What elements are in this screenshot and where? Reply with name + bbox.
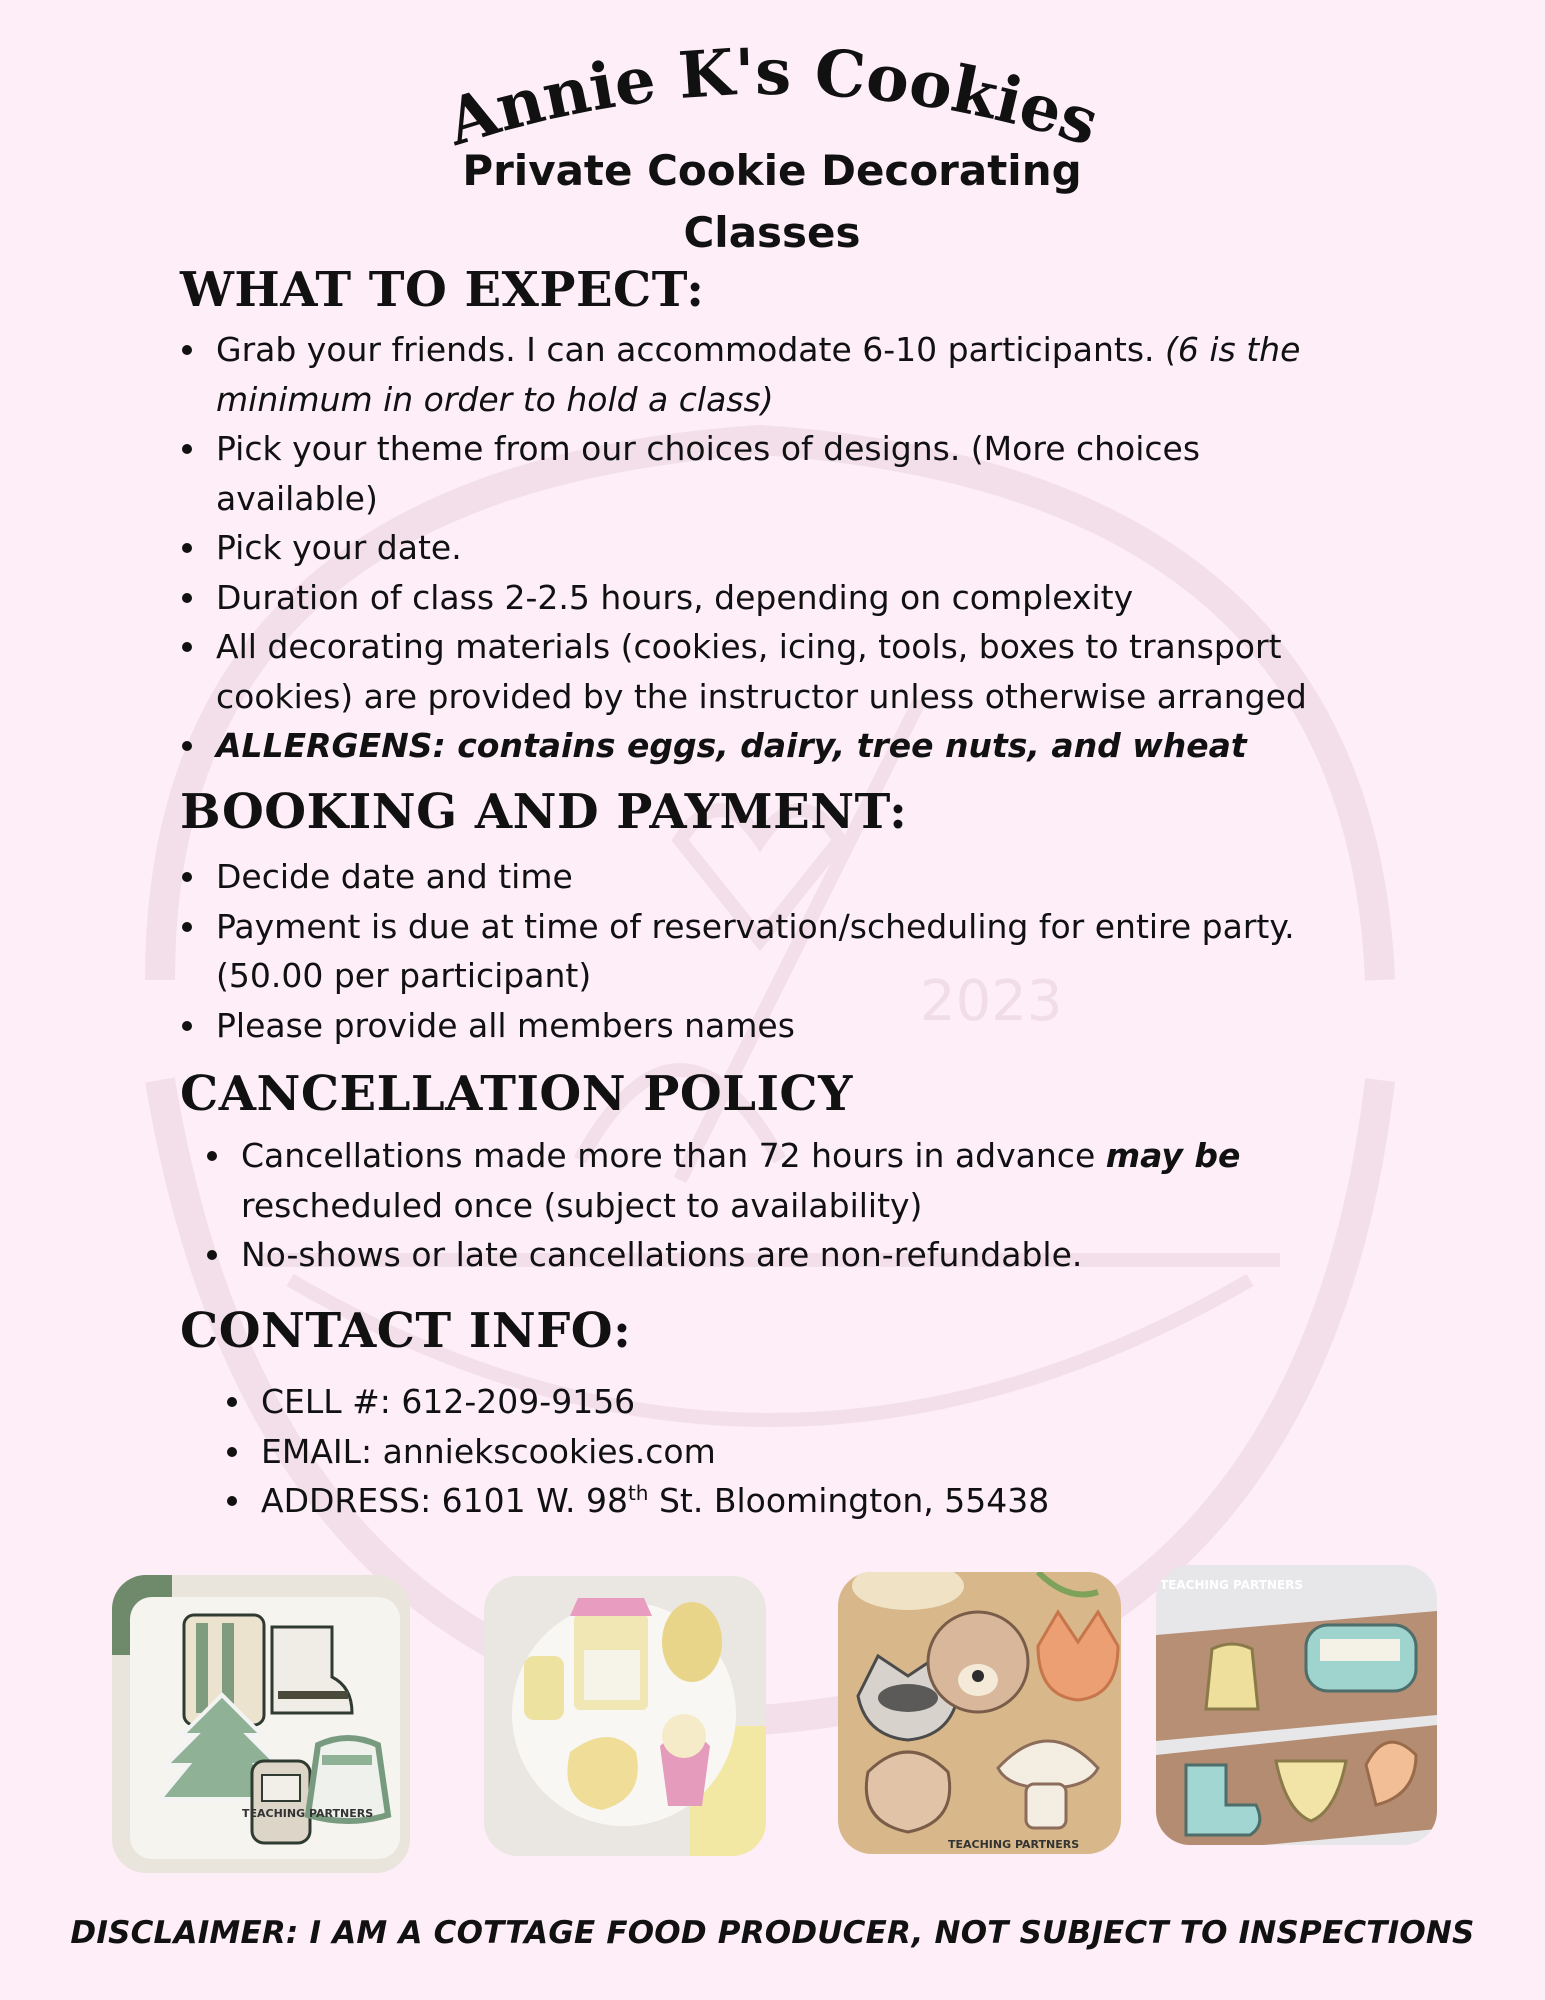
- allergens-item: ALLERGENS: contains eggs, dairy, tree nuts, and wheat: [180, 721, 1360, 771]
- cancellation-list: [205, 1131, 1305, 1280]
- subtitle-line-1: Private Cookie Decorating: [462, 146, 1082, 195]
- contact-list: [225, 1377, 1325, 1526]
- photo-3-watermark: TEACHING PARTNERS: [948, 1838, 1080, 1851]
- contact-address: [225, 1476, 1325, 1526]
- photo-retro-cookies: [1156, 1565, 1437, 1845]
- cancellation-heading: CANCELLATION POLICY: [180, 1066, 853, 1122]
- contact-email: EMAIL: anniekscookies.com: [225, 1427, 1325, 1477]
- address-pre: ADDRESS: 6101 W. 98: [261, 1481, 628, 1520]
- list-item: Pick your theme from our choices of designs. (More choices available): [180, 424, 1360, 523]
- disclaimer: DISCLAIMER: I AM A COTTAGE FOOD PRODUCER, NOT SUBJECT TO INSPECTIONS: [70, 1915, 1475, 1951]
- photo-woodland-cookies: [838, 1572, 1121, 1854]
- list-item: Duration of class 2-2.5 hours, depending on complexity: [180, 573, 1360, 623]
- list-item: Please provide all members names: [180, 1001, 1360, 1051]
- list-item: Pick your date.: [180, 523, 1360, 573]
- address-sup: th: [627, 1481, 649, 1505]
- list-item: Decide date and time: [180, 852, 1360, 902]
- expect-item-1-note: (6 is the minimum in order to hold a class): [216, 330, 1301, 419]
- cancellation-item-1-post: rescheduled once (subject to availability): [241, 1185, 923, 1225]
- photo-1-watermark: TEACHING PARTNERS: [242, 1807, 374, 1820]
- brand-name: Annie K's Cookies: [438, 40, 1108, 160]
- list-item: Payment is due at time of reservation/scheduling for entire party. (50.00 per participant): [180, 902, 1360, 1001]
- list-item: [180, 325, 1360, 424]
- expect-list: [180, 325, 1360, 771]
- address-post: St. Bloomington, 55438: [648, 1481, 1050, 1520]
- photo-lemonade-cookies: [484, 1576, 766, 1856]
- expect-heading: WHAT TO EXPECT:: [180, 262, 705, 318]
- subtitle-line-2: Classes: [683, 208, 861, 257]
- watermark-year: 2023: [920, 969, 1063, 1034]
- booking-heading: BOOKING AND PAYMENT:: [180, 784, 908, 840]
- cancellation-item-1-emph: may be: [1105, 1136, 1241, 1175]
- photo-winter-cookies: [112, 1575, 410, 1873]
- expect-item-1-main: Grab your friends. I can accommodate 6-10 participants.: [216, 330, 1165, 369]
- cancellation-item-1-pre: Cancellations made more than 72 hours in advance: [241, 1136, 1106, 1175]
- page-subtitle: [372, 140, 1172, 264]
- contact-cell: CELL #: 612-209-9156: [225, 1377, 1325, 1427]
- photo-4-watermark: TEACHING PARTNERS: [1160, 1578, 1304, 1592]
- list-item: [205, 1131, 1305, 1230]
- list-item: No-shows or late cancellations are non-refundable.: [205, 1230, 1305, 1280]
- contact-heading: CONTACT INFO:: [180, 1303, 632, 1359]
- list-item: All decorating materials (cookies, icing, tools, boxes to transport cookies) are provided by the instructor unless otherwise arranged: [180, 622, 1360, 721]
- booking-list: [180, 852, 1360, 1050]
